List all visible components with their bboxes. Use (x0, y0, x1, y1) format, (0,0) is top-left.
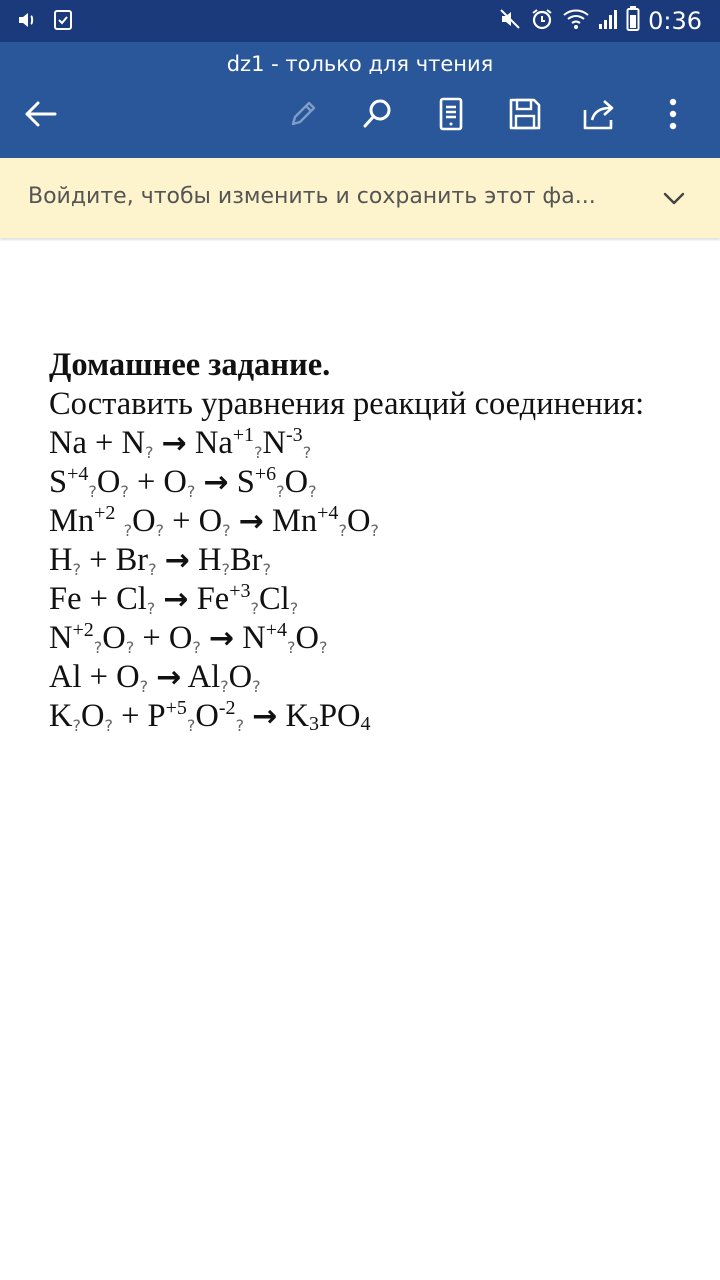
unknown-coefficient: ? (222, 521, 231, 540)
oxidation-state: -2 (218, 697, 236, 719)
back-button[interactable] (14, 90, 66, 142)
equation-text: Cl (258, 581, 290, 617)
oxidation-state: +1 (232, 424, 255, 446)
status-time: 0:36 (648, 7, 702, 35)
reading-view-icon (436, 96, 466, 136)
unknown-coefficient: ? (125, 638, 135, 657)
search-icon (359, 96, 395, 136)
equation-text: + O (134, 620, 193, 656)
equation-text: O (96, 464, 121, 500)
equation-text: H (49, 542, 73, 578)
share-button[interactable] (573, 90, 625, 142)
unknown-coefficient: ? (308, 482, 317, 501)
equation-text: O (346, 503, 371, 539)
unknown-coefficient: ? (120, 482, 129, 501)
equation-text: Al (181, 659, 221, 695)
unknown-coefficient: ? (144, 443, 154, 462)
equation-text: H (189, 542, 222, 578)
battery-icon (626, 6, 640, 36)
document-title: dz1 - только для чтения (226, 52, 494, 76)
equation-text: N (262, 425, 287, 461)
signal-icon (598, 7, 618, 35)
volume-icon (16, 8, 40, 36)
oxidation-state: +3 (229, 580, 251, 602)
equation-line (49, 697, 709, 736)
reaction-arrow: → (208, 621, 235, 656)
share-icon (581, 96, 617, 136)
oxidation-state: +2 (94, 502, 116, 524)
equation-text: Na + N (49, 425, 145, 461)
chevron-down-icon[interactable] (658, 182, 690, 214)
reaction-arrow: → (252, 699, 278, 734)
equation-text: O (102, 620, 126, 656)
equation-text: Br (229, 542, 263, 578)
wifi-icon (562, 7, 590, 35)
reaction-arrow: → (203, 465, 229, 500)
equation-text: N (49, 620, 73, 656)
reaction-arrow: → (164, 543, 190, 578)
unknown-coefficient: ? (192, 638, 201, 657)
equation-text (231, 503, 239, 539)
reaction-arrow: → (163, 582, 189, 617)
app-bar (0, 42, 720, 158)
equation-line (49, 424, 709, 463)
equation-list (49, 424, 709, 736)
equation-text (153, 425, 161, 461)
equation-text: K (277, 698, 309, 734)
more-vertical-icon (667, 96, 679, 136)
unknown-coefficient: ? (289, 599, 299, 618)
equation-line (49, 658, 709, 697)
unknown-coefficient: ? (155, 521, 165, 540)
equation-text: + P (112, 698, 166, 734)
equation-text: O (284, 464, 309, 500)
equation-text: Fe (188, 581, 230, 617)
equation-text: O (295, 620, 319, 656)
reading-view-button[interactable] (425, 90, 477, 142)
unknown-coefficient: ? (220, 677, 229, 696)
subscript: 4 (360, 713, 371, 735)
pencil-icon (285, 96, 321, 136)
equation-text (148, 659, 156, 695)
search-button[interactable] (351, 90, 403, 142)
equation-line (49, 541, 709, 580)
unknown-coefficient: ? (123, 521, 133, 540)
checkbox-icon (52, 9, 74, 35)
unknown-coefficient: ? (262, 560, 271, 579)
oxidation-state: -3 (286, 424, 303, 446)
unknown-coefficient: ? (104, 716, 113, 735)
unknown-coefficient: ? (186, 716, 196, 735)
unknown-coefficient: ? (72, 716, 81, 735)
equation-text (201, 620, 209, 656)
document-body (49, 346, 709, 736)
document-heading: Домашнее задание. (49, 347, 331, 383)
status-bar-left (16, 8, 74, 36)
unknown-coefficient: ? (338, 521, 347, 540)
sign-in-notice[interactable] (0, 158, 720, 238)
unknown-coefficient: ? (235, 716, 245, 735)
oxidation-state: +4 (67, 463, 89, 485)
oxidation-state: +4 (265, 619, 287, 641)
unknown-coefficient: ? (302, 443, 312, 462)
equation-text: O (228, 659, 253, 695)
equation-text (115, 503, 123, 539)
save-icon (507, 96, 543, 136)
unknown-coefficient: ? (318, 638, 328, 657)
equation-text: O (132, 503, 156, 539)
unknown-coefficient: ? (221, 560, 230, 579)
equation-text (195, 464, 203, 500)
reaction-arrow: → (156, 660, 182, 695)
unknown-coefficient: ? (254, 443, 263, 462)
equation-text: + Br (80, 542, 149, 578)
alarm-icon (530, 7, 554, 35)
equation-text: + O (164, 503, 223, 539)
equation-text: Al + O (49, 659, 140, 695)
notice-text: Войдите, чтобы изменить и сохранить этот фа... (28, 184, 596, 209)
equation-text: S (49, 464, 68, 500)
status-bar (0, 0, 720, 42)
equation-text: K (49, 698, 73, 734)
mute-icon (498, 7, 522, 35)
equation-text (157, 542, 165, 578)
status-bar-right (498, 6, 702, 36)
unknown-coefficient: ? (186, 482, 196, 501)
oxidation-state: +4 (317, 502, 339, 524)
unknown-coefficient: ? (139, 677, 149, 696)
equation-text: O (80, 698, 105, 734)
document-instruction: Составить уравнения реакций соединения: (49, 386, 645, 422)
unknown-coefficient: ? (146, 599, 156, 618)
edit-button[interactable] (277, 90, 329, 142)
unknown-coefficient: ? (276, 482, 285, 501)
equation-text: Na (186, 425, 233, 461)
equation-text: N (234, 620, 266, 656)
equation-text: + O (128, 464, 187, 500)
unknown-coefficient: ? (148, 560, 157, 579)
equation-text: Mn (49, 503, 95, 539)
equation-text: Mn (263, 503, 318, 539)
oxidation-state: +5 (165, 697, 187, 719)
subscript: 3 (308, 713, 319, 735)
equation-line (49, 502, 709, 541)
equation-line (49, 580, 709, 619)
equation-text (244, 698, 252, 734)
reaction-arrow: → (238, 504, 264, 539)
unknown-coefficient: ? (250, 599, 259, 618)
unknown-coefficient: ? (370, 521, 379, 540)
reaction-arrow: → (161, 426, 187, 461)
unknown-coefficient: ? (286, 638, 296, 657)
unknown-coefficient: ? (88, 482, 97, 501)
unknown-coefficient: ? (252, 677, 261, 696)
save-button[interactable] (499, 90, 551, 142)
oxidation-state: +6 (254, 463, 277, 485)
equation-line (49, 463, 709, 502)
equation-text: S (228, 464, 255, 500)
more-options-button[interactable] (647, 90, 699, 142)
equation-text: PO (318, 698, 361, 734)
back-arrow-icon (22, 98, 58, 134)
unknown-coefficient: ? (93, 638, 103, 657)
oxidation-state: +2 (72, 619, 94, 641)
equation-line (49, 619, 709, 658)
unknown-coefficient: ? (72, 560, 81, 579)
equation-text: O (195, 698, 219, 734)
equation-text: Fe + Cl (49, 581, 147, 617)
